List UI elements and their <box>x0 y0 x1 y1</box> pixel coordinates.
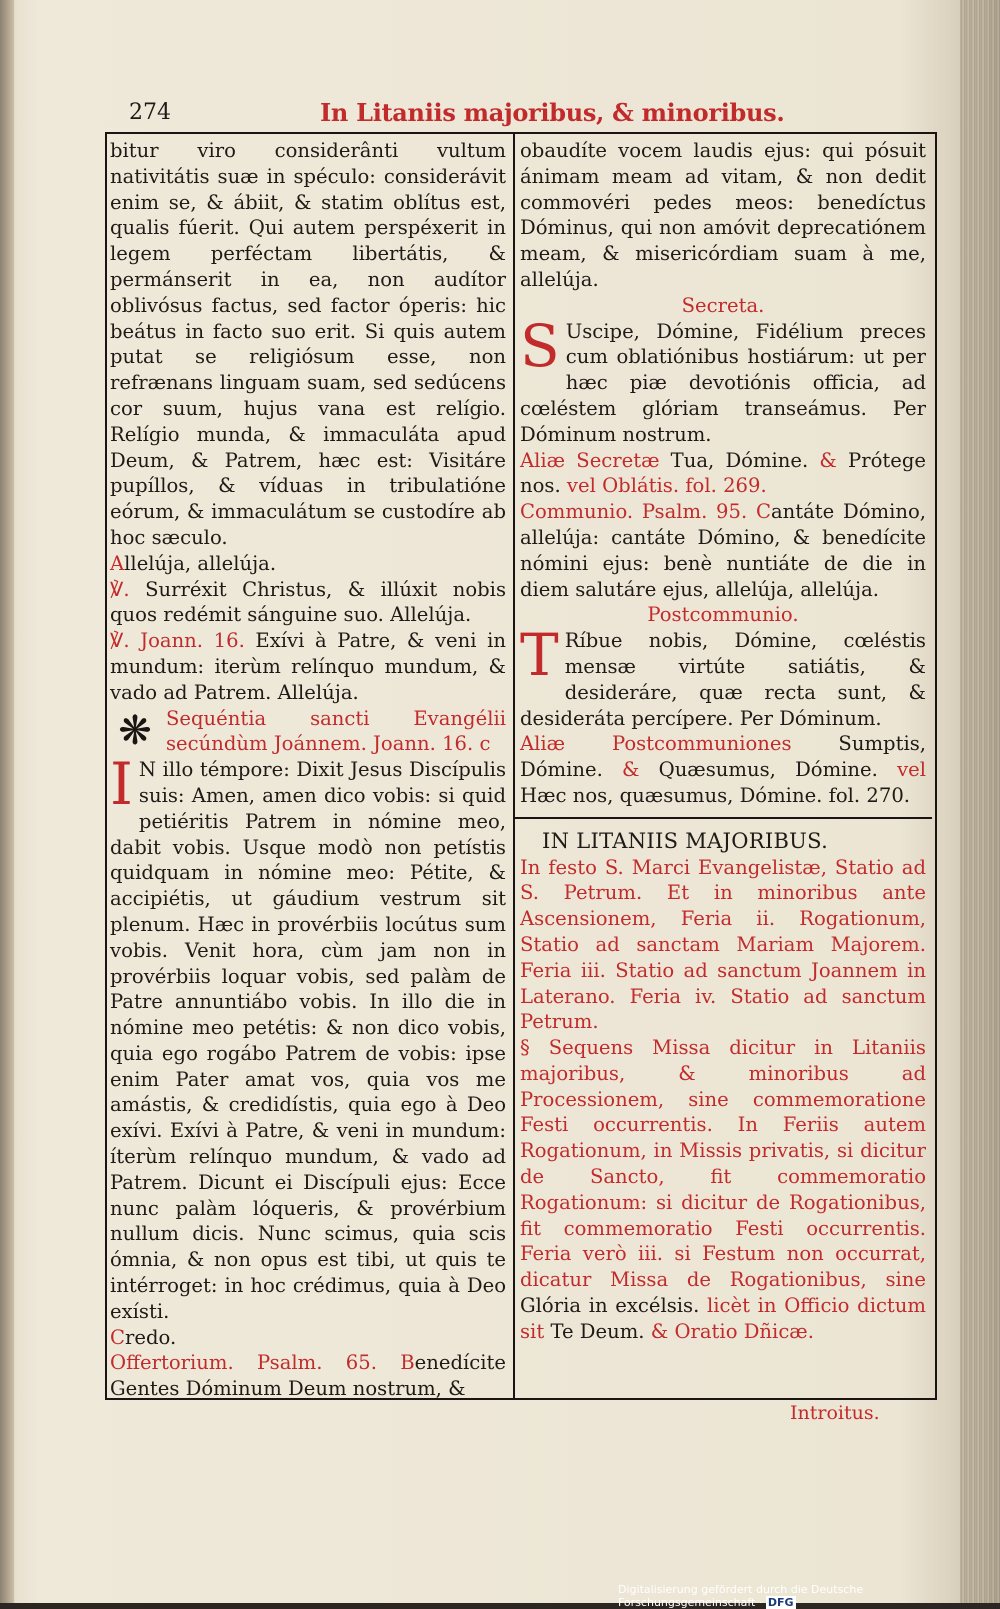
column-divider <box>513 132 515 1398</box>
gospel-reference: Joann. 16. c <box>373 732 491 756</box>
aliae-secretae: Aliæ Secretæ Tua, Dómine. & Prótege nos. vel Oblátis. fol. 269. <box>520 448 926 498</box>
statio-rubric: In festo S. Marci Evangelistæ, Statio ad S. Petrum. Et in minoribus ante Ascensionem, Feria ii. Rogationum, Statio ad sanctam Mariam Majorem. Feria iii. Statio ad sanctum Joannem in Laterano. Feria iv. Statio ad sanctum Petrum. <box>520 855 926 1034</box>
offertory-start: Offertorium. Psalm. 65. Benedícite Gentes Dóminum Deum nostrum, & <box>110 1351 506 1401</box>
postcommunio-text: T Ríbue nobis, Dómine, cœléstis mensæ virtúte satiátis, & desideráre, quæ recta sunt, & desideráta percípere. Per Dóminum. <box>520 621 926 730</box>
versicle-mark: ℣. <box>110 577 130 601</box>
red-initial: C <box>755 500 771 524</box>
page-edge-stack <box>960 0 1000 1603</box>
drop-cap-initial: S <box>520 311 560 380</box>
secreta-text: S Uscipe, Dómine, Fidélium preces cum oblatiónibus hostiárum: ut per hæc piæ devotiónis officia, ad cœléstem glóriam transeámus. Per Dóminum nostrum. <box>520 311 926 446</box>
communio-label: Communio. Psalm. 95. <box>520 500 748 524</box>
postcommunio-heading: Postcommunio. <box>647 603 799 627</box>
digitization-footer <box>618 1583 1000 1609</box>
gospel-heading-text: Sequéntia sancti Evangélii secúndùm Joánnem. <box>166 706 506 756</box>
catchword: Introitus. <box>790 1402 880 1424</box>
versicle-surrexit: ℣. Surréxit Christus, & illúxit nobis quos redémit sánguine suo. Allelúja. <box>110 577 506 627</box>
red-initial: A <box>110 551 125 575</box>
drop-cap-initial: T <box>520 621 559 690</box>
versicle-mark: ℣. Joann. 16. <box>110 629 245 653</box>
right-column <box>520 138 926 1345</box>
drop-cap-initial: I <box>110 750 133 819</box>
section-heading: IN LITANIIS MAJORIBUS. <box>542 828 829 853</box>
page-number: 274 <box>129 100 171 125</box>
offertory-continuation: obaudíte vocem laudis ejus: qui pósuit ánimam meam ad vitam, & non dedit commovéri pedes meos: benedíctus Dóminus, qui non amóvit deprecatiónem meam, & misericórdiam suam à me, allelúja. <box>520 139 926 291</box>
aliae-postcommuniones: Aliæ Postcommuniones Sumptis, Dómine. & Quæsumus, Dómine. vel Hæc nos, quæsumus, Dómine. fol. 270. <box>520 732 926 807</box>
fleuron-ornament-icon: ❋ <box>118 707 152 754</box>
red-initial: B <box>400 1351 415 1375</box>
offertory-label: Offertorium. Psalm. 65. <box>110 1351 377 1375</box>
alleluia-versicle: Allelúja, allelúja. <box>110 551 277 575</box>
secreta-heading: Secreta. <box>681 293 765 317</box>
red-initial: C <box>110 1325 125 1349</box>
left-column <box>110 138 506 1402</box>
missa-rubric: § Sequens Missa dicitur in Litaniis majoribus, & minoribus ad Processionem, sine commemoratione Festi occurrentis. In Feriis autem Rogationum, in Missis privatis, si dicitur de Sancto, fit commemoratio Rogationum: si dicitur de Rogationibus, fit commemoratio Festi occurrentis. Feria verò iii. si Festum non occurrat, dicatur Missa de Rogationibus, sine Glória in excélsis. licèt in Officio dictum sit Te Deum. & Oratio Dñicæ. <box>520 1036 927 1343</box>
dfg-logo: DFG <box>767 1596 794 1609</box>
page-gutter-shadow <box>0 0 14 1603</box>
running-title: In Litaniis majoribus, & minoribus. <box>320 98 785 127</box>
footer-credit: Digitalisierung gefördert durch die Deutsche Forschungsgemeinschaft · <box>618 1583 864 1609</box>
epistle-continuation: bitur viro considerânti vultum nativitátis suæ in spéculo: considerávit enim se, & ábiit, & statim oblítus est, qualis fúerit. Qui autem perspéxerit in legem perféctam libertátis, & permánserit in ea, non audítor oblivósus factus, sed factor óperis: hic beátus in facto suo erit. Si quis autem putat se religiósum esse, non refrænans linguam suam, sed sedúcens cor suum, hujus vana est relígio. Relígio munda, & immaculáta apud Deum, & Patrem, hæc est: Visitáre pupíllos, & víduas in tribulatióne eórum, & immaculátum se custodíre ab hoc sæculo. <box>110 139 506 549</box>
communio: Communio. Psalm. 95. Cantáte Dómino, allelúja: cantáte Dómino, & benedícite nómini ejus: benè nuntiáte de die in diem salutáre ejus, allelúja, allelúja. <box>520 500 926 601</box>
page-header <box>105 98 935 134</box>
versicle-exivi: ℣. Joann. 16. Exívi à Patre, & veni in mundum: iterùm relínquo mundum, & vado ad Patrem. Allelúja. <box>110 629 506 704</box>
credo-line: Credo. <box>110 1325 177 1349</box>
gospel-text: I N illo témpore: Dixit Jesus Discípulis suis: Amen, amen dico vobis: si quid petiéritis Patrem in nómine meo, dabit vobis. Usque modò non petístis quidquam in nómine meo: Pétite, & accipiétis, ut gáudium vestrum sit plenum. Hæc in provérbiis locútus sum vobis. Venit hora, cùm jam non in provérbiis loquar vobis, sed palàm de Patre annuntiábo vobis. In illo die in nómine meo petétis: & non dico vobis, quia ego rogábo Patrem de vobis: ipse enim Pater amat vos, quia vos me amástis, & credidístis, quia ego à Deo exívi. Exívi à Patre, & veni in mundum: íterùm relínquo mundum, & vado ad Patrem. Dicunt ei Discípuli ejus: Ecce nunc palàm lóqueris, & provérbium nullum dicis. Nunc scimus, quia scis ómnia, & non opus est tibi, ut quis te intérroget: in hoc crédimus, quia à Deo exísti. <box>110 750 506 1323</box>
gospel-heading <box>110 706 506 758</box>
section-rule <box>514 817 932 819</box>
